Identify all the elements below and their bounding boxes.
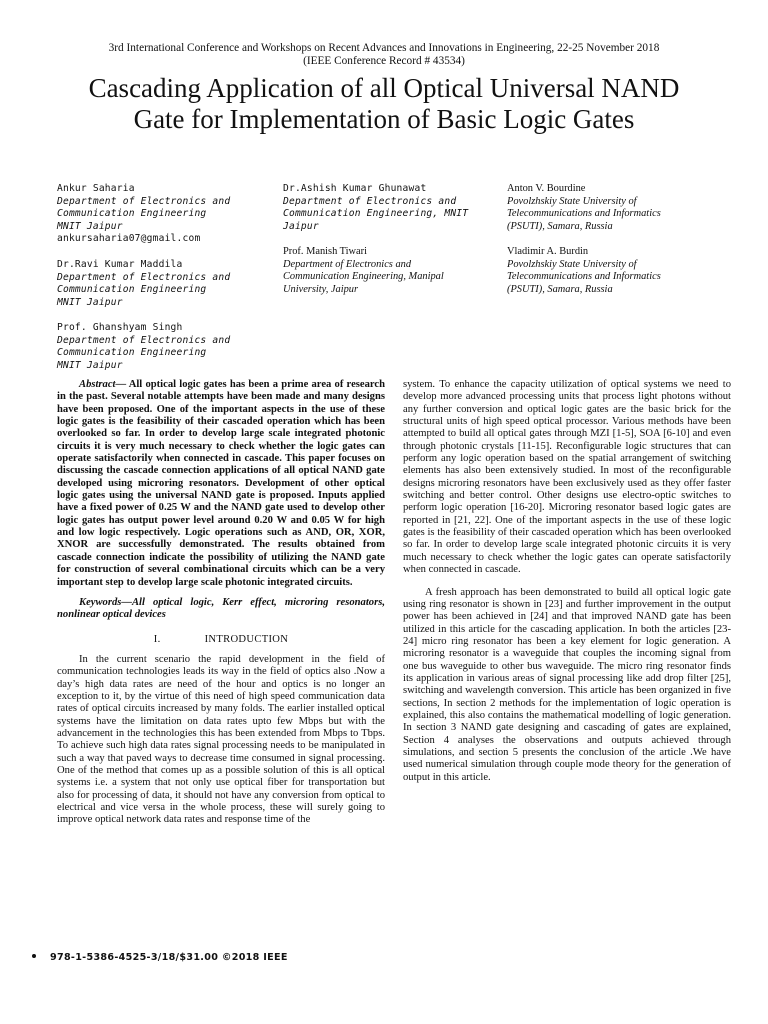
conference-line-2: (IEEE Conference Record # 43534) xyxy=(303,55,465,67)
right-column xyxy=(403,379,731,784)
author-email: ankursaharia07@gmail.com xyxy=(57,233,201,245)
author-name: Anton V. Bourdine xyxy=(507,183,586,194)
body-paragraph: system. To enhance the capacity utilization of optical systems we need to develop more advanced processing units that process light photons without any further conversion and optical logic gates are the basic brick for the structural units of high speed optical processor. Various methods have been attempted to build all optical gates through MZI [1-5], SOA [6-10] and even through photonic crystals [11-15]. Reconfigurable logic structures that can perform any logic operation based on the spatial arrangement of switching elements has also been extensively studied. In most of the reconfigurable designs microring resonators have been exclusively used as they offer faster switching and better control. Other designs use electro-optic switches to perform logic operation [16-20]. Microring resonator based logic gates are reported in [21, 22]. One of the important aspects in the use of these logic gates is the feasibility of their cascaded operation which has been overlooked so far. In order to develop large scale integrated photonic circuits it is very much necessary to check whether the logic gates can operate satisfactorily when connected in cascade. xyxy=(403,379,731,576)
left-column xyxy=(57,379,385,827)
author-name: Prof. Ghanshyam Singh xyxy=(57,322,183,333)
author-name: Vladimir A. Burdin xyxy=(507,246,589,257)
paper-title: Cascading Application of all Optical Universal NAND Gate for Implementation of Basic Logic Gates xyxy=(88,73,680,134)
conference-line-1: 3rd International Conference and Workshops on Recent Advances and Innovations in Engineering, 22-25 November 2018 xyxy=(108,42,660,54)
author-5 xyxy=(283,246,498,296)
abstract xyxy=(57,379,385,589)
author-4 xyxy=(283,183,498,233)
author-affiliation: Department of Electronics and Communication Engineering MNIT Jaipur xyxy=(57,195,231,232)
author-2 xyxy=(57,259,272,309)
isbn-line: 978-1-5386-4525-3/18/$31.00 ©2018 IEEE xyxy=(50,952,288,963)
section-heading xyxy=(57,634,385,646)
body-paragraph: In the current scenario the rapid development in the field of communication technologies leads its way in the field of optics also .Now a day’s high data rates are need of the hour and optics is no longer an exception to it, by the virtue of this need of high speed communication data rates of optical circuits increased by many folds. The earlier installed optical systems have the limitation on data rates upto few Mbps but with the advancement in the technologies this has been extended from Mbps to Tbps. To achieve such high data rates signal processing needs to be manipulated in such a way that paved ways to decrease time consumed in signal processing. One of the method that comes up as a possible solution of this is all optical systems i.e. a system that not only use optical fiber for transportation but also for processing of data, it should not have any conversion from optical to electrical and vice versa in the whole process, these will surely going to improve optical network data rates and response time of the xyxy=(57,653,385,826)
copyright-footer xyxy=(32,952,288,963)
author-affiliation: Department of Electronics and Communication Engineering MNIT Jaipur xyxy=(57,334,231,371)
author-block xyxy=(57,183,729,373)
section-number: I. xyxy=(153,633,161,645)
keywords: Keywords—All optical logic, Kerr effect, microring resonators, nonlinear optical devices xyxy=(57,596,385,621)
abstract-text: — All optical logic gates has been a prime area of research in the past. Several notable attempts have been made and many designs have been proposed. One of the important aspects in the use of these logic gates is the feasibility of their cascaded operation which has been overlooked so far. In order to develop large scale integrated photonic circuits it is very much necessary to check whether the logic gates can operate satisfactorily when connected in cascade. This paper focuses on discussing the cascade connection applications of all optical NAND gate developed using microring resonators. Development of other optical logic gates using the universal NAND gate is proposed. Inputs applied have a fixed power of 0.25 W and the NAND gate used to develop other logic gates has output power level around 0.20 W and 0.05 W for high and low logic respectively. Logic operations such as AND, OR, XOR, XNOR are successfully demonstrated. The results obtained from cascade connection indicate the possibility of utilizing the NAND gate for construction of several combinational circuits which can be a very important step to develop large scale photonic integrated circuits. xyxy=(57,379,385,588)
author-3 xyxy=(57,322,272,372)
author-affiliation: Department of Electronics and Communication Engineering, MNIT Jaipur xyxy=(283,195,469,232)
conference-header xyxy=(40,42,728,68)
abstract-lead: Abstract xyxy=(79,379,116,390)
author-affiliation: Povolzhskiy State University of Telecommunications and Informatics (PSUTI), Samara, Russia xyxy=(507,195,661,232)
author-7 xyxy=(507,246,729,296)
body-paragraph: A fresh approach has been demonstrated to build all optical logic gate using ring resonator is shown in [23] and further improvement in the output power has been achieved in [24] and that improved NAND gate has been utilized in this article for the cascading application. In both the articles [23-24] micro ring resonator has been a key element for logic generation. A microring resonator is a waveguide that couples the incoming signal from one bus waveguide to other bus waveguide. The micro ring resonator finds its application in various areas of signal processing like add drop filter [25], switching and wavelength conversion. This article has been organized in five sections, In section 2 methods for the implementation of logic operation is explained, this also contains the mathematical modelling of logic generation. In section 3 NAND gate designing and cascading of gates are explained, Section 4 analyses the observations and outputs achieved through simulations, and section 5 presents the conclusion of the article .We have used numerical simulation through couple mode theory for the generation of output in this article. xyxy=(403,586,731,783)
author-name: Dr.Ravi Kumar Maddila xyxy=(57,259,183,270)
author-1 xyxy=(57,183,272,246)
author-name: Prof. Manish Tiwari xyxy=(283,246,368,257)
section-title: INTRODUCTION xyxy=(204,633,289,645)
bullet-icon xyxy=(32,954,36,958)
author-name: Dr.Ashish Kumar Ghunawat xyxy=(283,183,427,194)
author-name: Ankur Saharia xyxy=(57,183,135,194)
author-affiliation: Department of Electronics and Communication Engineering, Manipal University, Jaipur xyxy=(283,258,444,295)
author-affiliation: Department of Electronics and Communication Engineering MNIT Jaipur xyxy=(57,271,231,308)
author-affiliation: Povolzhskiy State University of Telecommunications and Informatics (PSUTI), Samara, Russia xyxy=(507,258,661,295)
author-6 xyxy=(507,183,729,233)
